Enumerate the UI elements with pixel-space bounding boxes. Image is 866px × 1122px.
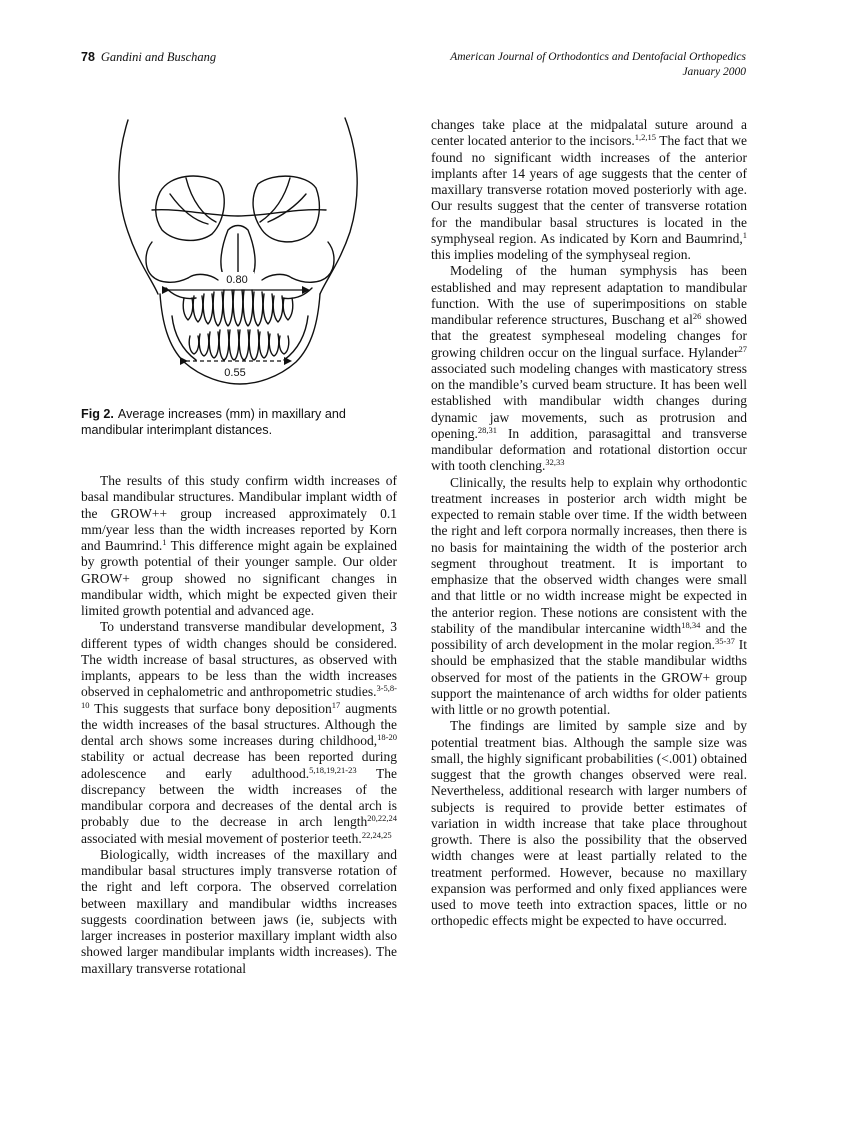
left-orbit — [156, 176, 225, 240]
paragraph: Biologically, width increases of the maxillary and mandibular basal structures imply transverse rotation of the right and left corpora. The observed correlation between maxillary and mandibular widths increases suggests coordination between jaws (ie, subjects with larger increases in posterior maxillary implant width also showed larger mandibular implants width increases). The maxillary transverse rotational — [81, 846, 397, 976]
paragraph: The findings are limited by sample size and by potential treatment bias. Although the sample size was small, the highly significant probabilities (<.001) obtained suggest that the growth changes observed were real. Nevertheless, additional research with larger numbers of subjects is required to provide better estimates of variation in width increase that take place throughout growth. There is also the possibility that the observed width changes were at least partially related to the treatment performed. However, because no maxillary expansion was performed and only fixed appliances were used to move teeth into extraction spaces, little or no orthopedic effects might be expected to have occurred. — [431, 718, 747, 929]
running-header-left — [81, 50, 216, 65]
mandibular-width-label: 0.55 — [224, 367, 246, 379]
paragraph: Modeling of the human symphysis has been established and may represent adaptation to mandibular function. With the use of superimpositions on stable mandibular reference structures, Buschang et $al^{26}$ showed that the greatest sympheseal modeling changes for growing children occur on the lingual surface. Hylander$^{27}$ associated such modeling changes with masticatory stress on the mandible’s curved beam structure. It has been well established with mandibular width changes during dynamic jaw movements, such as protrusion and opening.$^{28,31}$ In addition, parasagittal and transverse mandibular deformation and rotational distortion occur with tooth clenching.$^{32,33}$ — [431, 263, 747, 474]
paragraph: To understand transverse mandibular development, 3 different types of width changes should be considered. The width increase of basal structures, as observed with implants, appears to be less than the width increases observed in cephalometric and anthropometric studies.$^{3-5,8-10}$ This suggests that surface bony deposition$^{17}$ augments the width increases of the basal structures. Although the dental arch shows some increases during childhood,$^{18-20}$ stability or actual decrease has been reported during adolescence and early adulthood.$^{5,18,19,21-23}$ The discrepancy between the width increases of the mandibular corpora and decreases of the dental arch is probably due to the decrease in arch length$^{20,22,24}$ associated with mesial movement of posterior teeth.$^{22,24,25}$ — [81, 619, 398, 846]
figure-caption — [81, 406, 399, 438]
left-column — [81, 473, 397, 977]
running-header-authors: Gandini and Buschang — [100, 50, 217, 64]
running-header-right — [450, 50, 746, 80]
paragraph: changes take place at the midpalatal suture around a center located anterior to the incisors.$^{1,2,15}$ The fact that we found no significant width increases of the anterior implants after 14 years of age suggests that the center of maxillary transverse rotation moved posteriorly with age. Our results suggest that the center of transverse rotation for the mandibular basal structures is located in the symphyseal region. As indicated by Korn and Baumrind,$^1$ this implies modeling of the symphyseal region. — [431, 117, 747, 262]
lower-teeth — [189, 330, 289, 360]
page-number: 78 — [81, 50, 95, 64]
paragraph: The results of this study confirm width increases of basal mandibular structures. Mandibular implant width of the GROW++ group increased approximately 0.1 mm/year less than the width increases reported by Korn and Baumrind.$^1$ This difference might again be explained by growth potential of their younger sample. Our older GROW+ group showed no significant changes in mandibular width, which might be expected given their limited growth potential and advanced age. — [81, 473, 397, 618]
upper-teeth — [183, 290, 293, 326]
maxillary-width-label: 0.80 — [226, 274, 248, 286]
caption-label: Fig 2. — [81, 407, 114, 421]
right-column — [431, 117, 747, 930]
skull-drawing — [100, 112, 400, 412]
right-orbit — [253, 176, 319, 242]
paragraph: Clinically, the results help to explain why orthodontic treatment increases in posterior arch width might be expected to remain stable over time. If the width between the right and left corpora normally increases, then there is no basis for maintaining the width of the posterior arch segment throughout treatment. It is important to emphasize that the observed width changes were small and that little or no width increase might be expected in the anterior region. These notions are consistent with the stability of the mandibular intercanine width$^{18,34}$ and the possibility of arch development in the molar region.$^{35-37}$ It should be emphasized that the stable mandibular widths observed for most of the patients in the GROW+ group support the maintenance of arch widths for older patients with little or no growth potential. — [431, 474, 748, 717]
caption-text: Average increases (mm) in maxillary and mandibular interimplant distances. — [81, 407, 346, 437]
figure-skull-diagram — [100, 112, 400, 412]
cranium-outline — [119, 120, 158, 294]
journal-title: American Journal of Orthodontics and Dentofacial Orthopedics — [450, 51, 746, 63]
issue-date: January 2000 — [682, 66, 746, 78]
